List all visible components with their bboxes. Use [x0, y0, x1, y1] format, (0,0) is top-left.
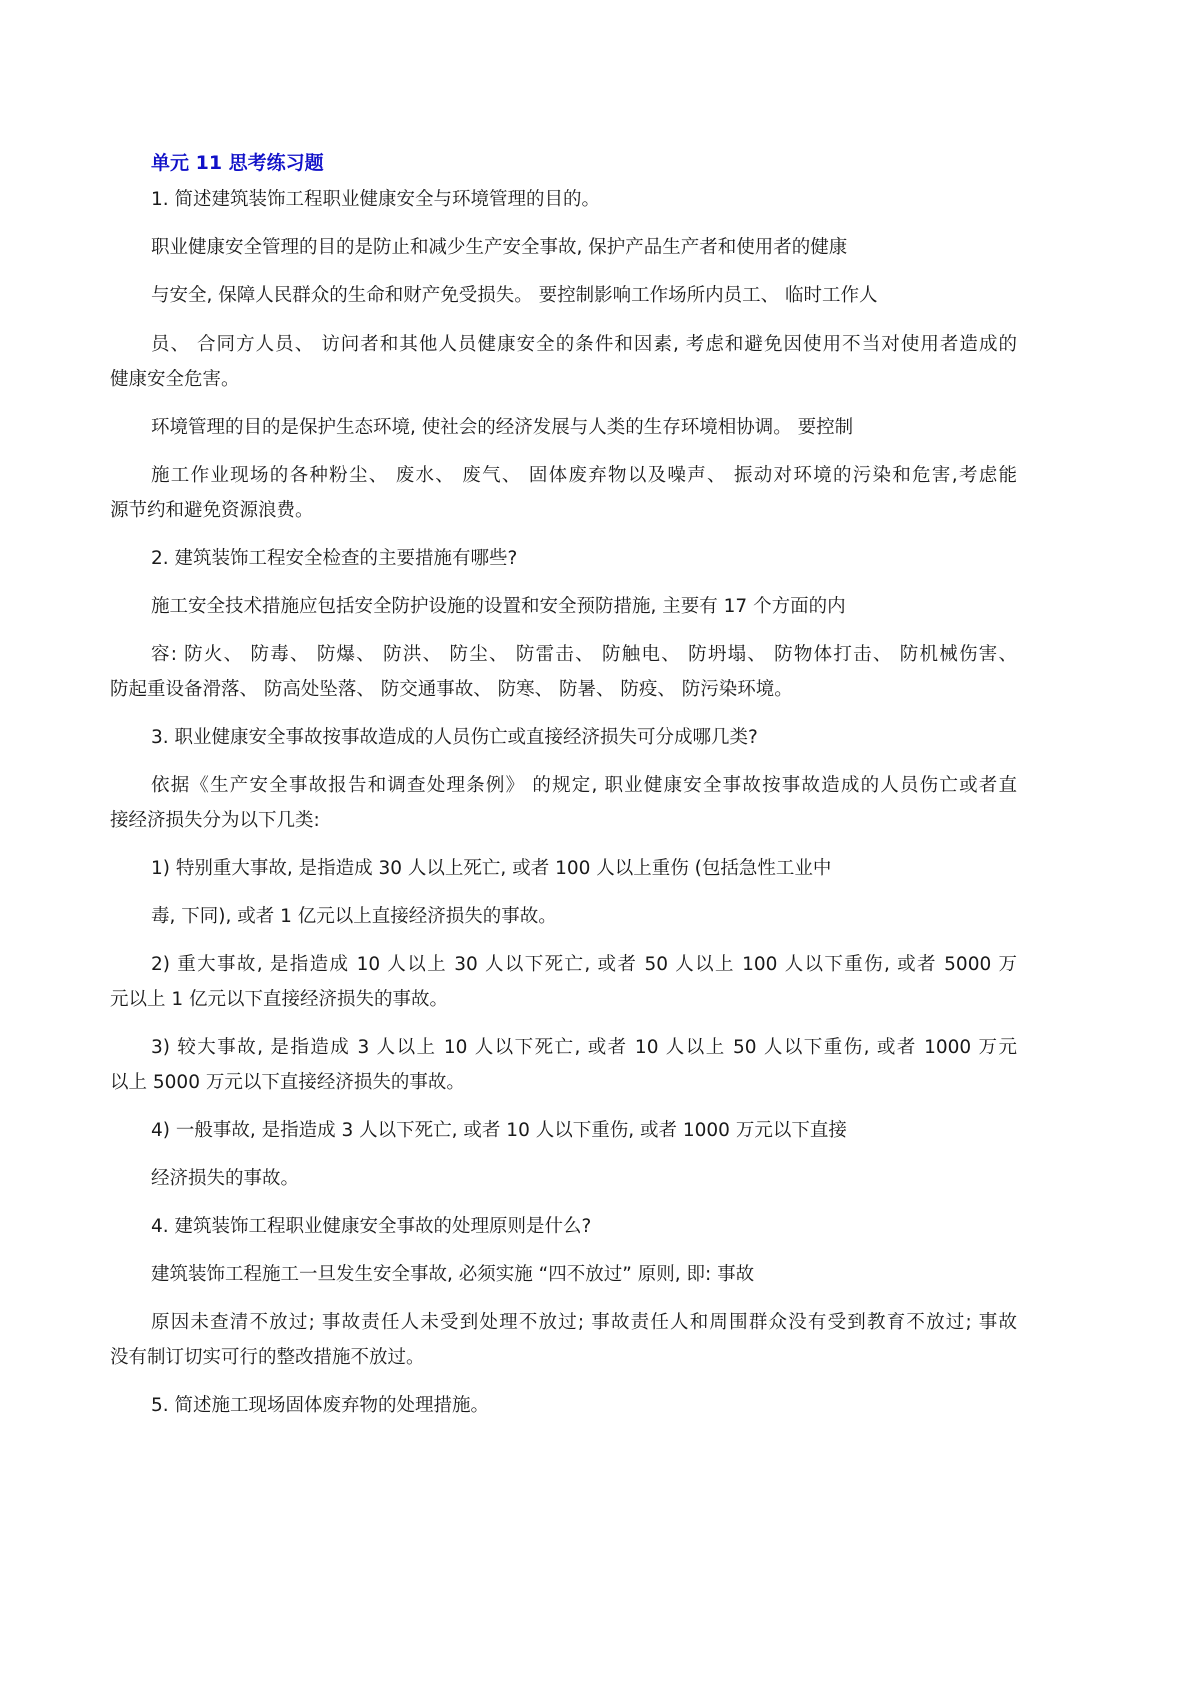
paragraph-line: 施工作业现场的各种粉尘、 废水、 废气、 固体废弃物以及噪声、 振动对环境的污染和危害,考虑能 [151, 465, 1017, 486]
paragraph-line: 3) 较大事故, 是指造成 3 人以上 10 人以下死亡, 或者 10 人以上 50 人以下重伤, 或者 1000 万元 [151, 1037, 1017, 1058]
paragraph-line: 建筑装饰工程施工一旦发生安全事故, 必须实施 “四不放过” 原则, 即: 事故 [151, 1264, 755, 1285]
paragraph-line: 4) 一般事故, 是指造成 3 人以下死亡, 或者 10 人以下重伤, 或者 1000 万元以下直接 [151, 1120, 847, 1141]
paragraph-line: 环境管理的目的是保护生态环境, 使社会的经济发展与人类的生存环境相协调。 要控制 [151, 417, 854, 438]
paragraph-line: 职业健康安全管理的目的是防止和减少生产安全事故, 保护产品生产者和使用者的健康 [151, 237, 848, 258]
question-5: 5. 简述施工现场固体废弃物的处理措施。 [151, 1395, 490, 1416]
question-1: 1. 简述建筑装饰工程职业健康安全与环境管理的目的。 [151, 189, 601, 210]
paragraph-line: 健康安全危害。 [110, 369, 240, 390]
paragraph-line: 经济损失的事故。 [151, 1168, 300, 1189]
paragraph-line: 容: 防火、 防毒、 防爆、 防洪、 防尘、 防雷击、 防触电、 防坍塌、 防物体打击、 防机械伤害、 [151, 644, 1017, 665]
question-3: 3. 职业健康安全事故按事故造成的人员伤亡或直接经济损失可分成哪几类? [151, 727, 758, 748]
paragraph-line: 1) 特别重大事故, 是指造成 30 人以上死亡, 或者 100 人以上重伤 (包括急性工业中 [151, 858, 832, 879]
paragraph-line: 源节约和避免资源浪费。 [110, 500, 314, 521]
paragraph-line: 原因未查清不放过; 事故责任人未受到处理不放过; 事故责任人和周围群众没有受到教育不放过; 事故 [151, 1312, 1017, 1333]
paragraph-line: 2) 重大事故, 是指造成 10 人以上 30 人以下死亡, 或者 50 人以上 100 人以下重伤, 或者 5000 万 [151, 954, 1017, 975]
paragraph-line: 接经济损失分为以下几类: [110, 810, 320, 831]
paragraph-line: 以上 5000 万元以下直接经济损失的事故。 [110, 1072, 465, 1093]
paragraph-line: 防起重设备滑落、 防高处坠落、 防交通事故、 防寒、 防暑、 防疫、 防污染环境。 [110, 679, 793, 700]
paragraph-line: 没有制订切实可行的整改措施不放过。 [110, 1347, 425, 1368]
paragraph-line: 毒, 下同), 或者 1 亿元以上直接经济损失的事故。 [151, 906, 557, 927]
paragraph-line: 员、 合同方人员、 访问者和其他人员健康安全的条件和因素, 考虑和避免因使用不当对使用者造成的 [151, 334, 1017, 355]
question-4: 4. 建筑装饰工程职业健康安全事故的处理原则是什么? [151, 1216, 592, 1237]
paragraph-line: 元以上 1 亿元以下直接经济损失的事故。 [110, 989, 449, 1010]
question-2: 2. 建筑装饰工程安全检查的主要措施有哪些? [151, 548, 518, 569]
paragraph-line: 施工安全技术措施应包括安全防护设施的设置和安全预防措施, 主要有 17 个方面的内 [151, 596, 846, 617]
paragraph-line: 依据《生产安全事故报告和调查处理条例》 的规定, 职业健康安全事故按事故造成的人员伤亡或者直 [151, 775, 1017, 796]
page-title: 单元 11 思考练习题 [151, 152, 324, 174]
paragraph-line: 与安全, 保障人民群众的生命和财产免受损失。 要控制影响工作场所内员工、 临时工作人 [151, 285, 878, 306]
